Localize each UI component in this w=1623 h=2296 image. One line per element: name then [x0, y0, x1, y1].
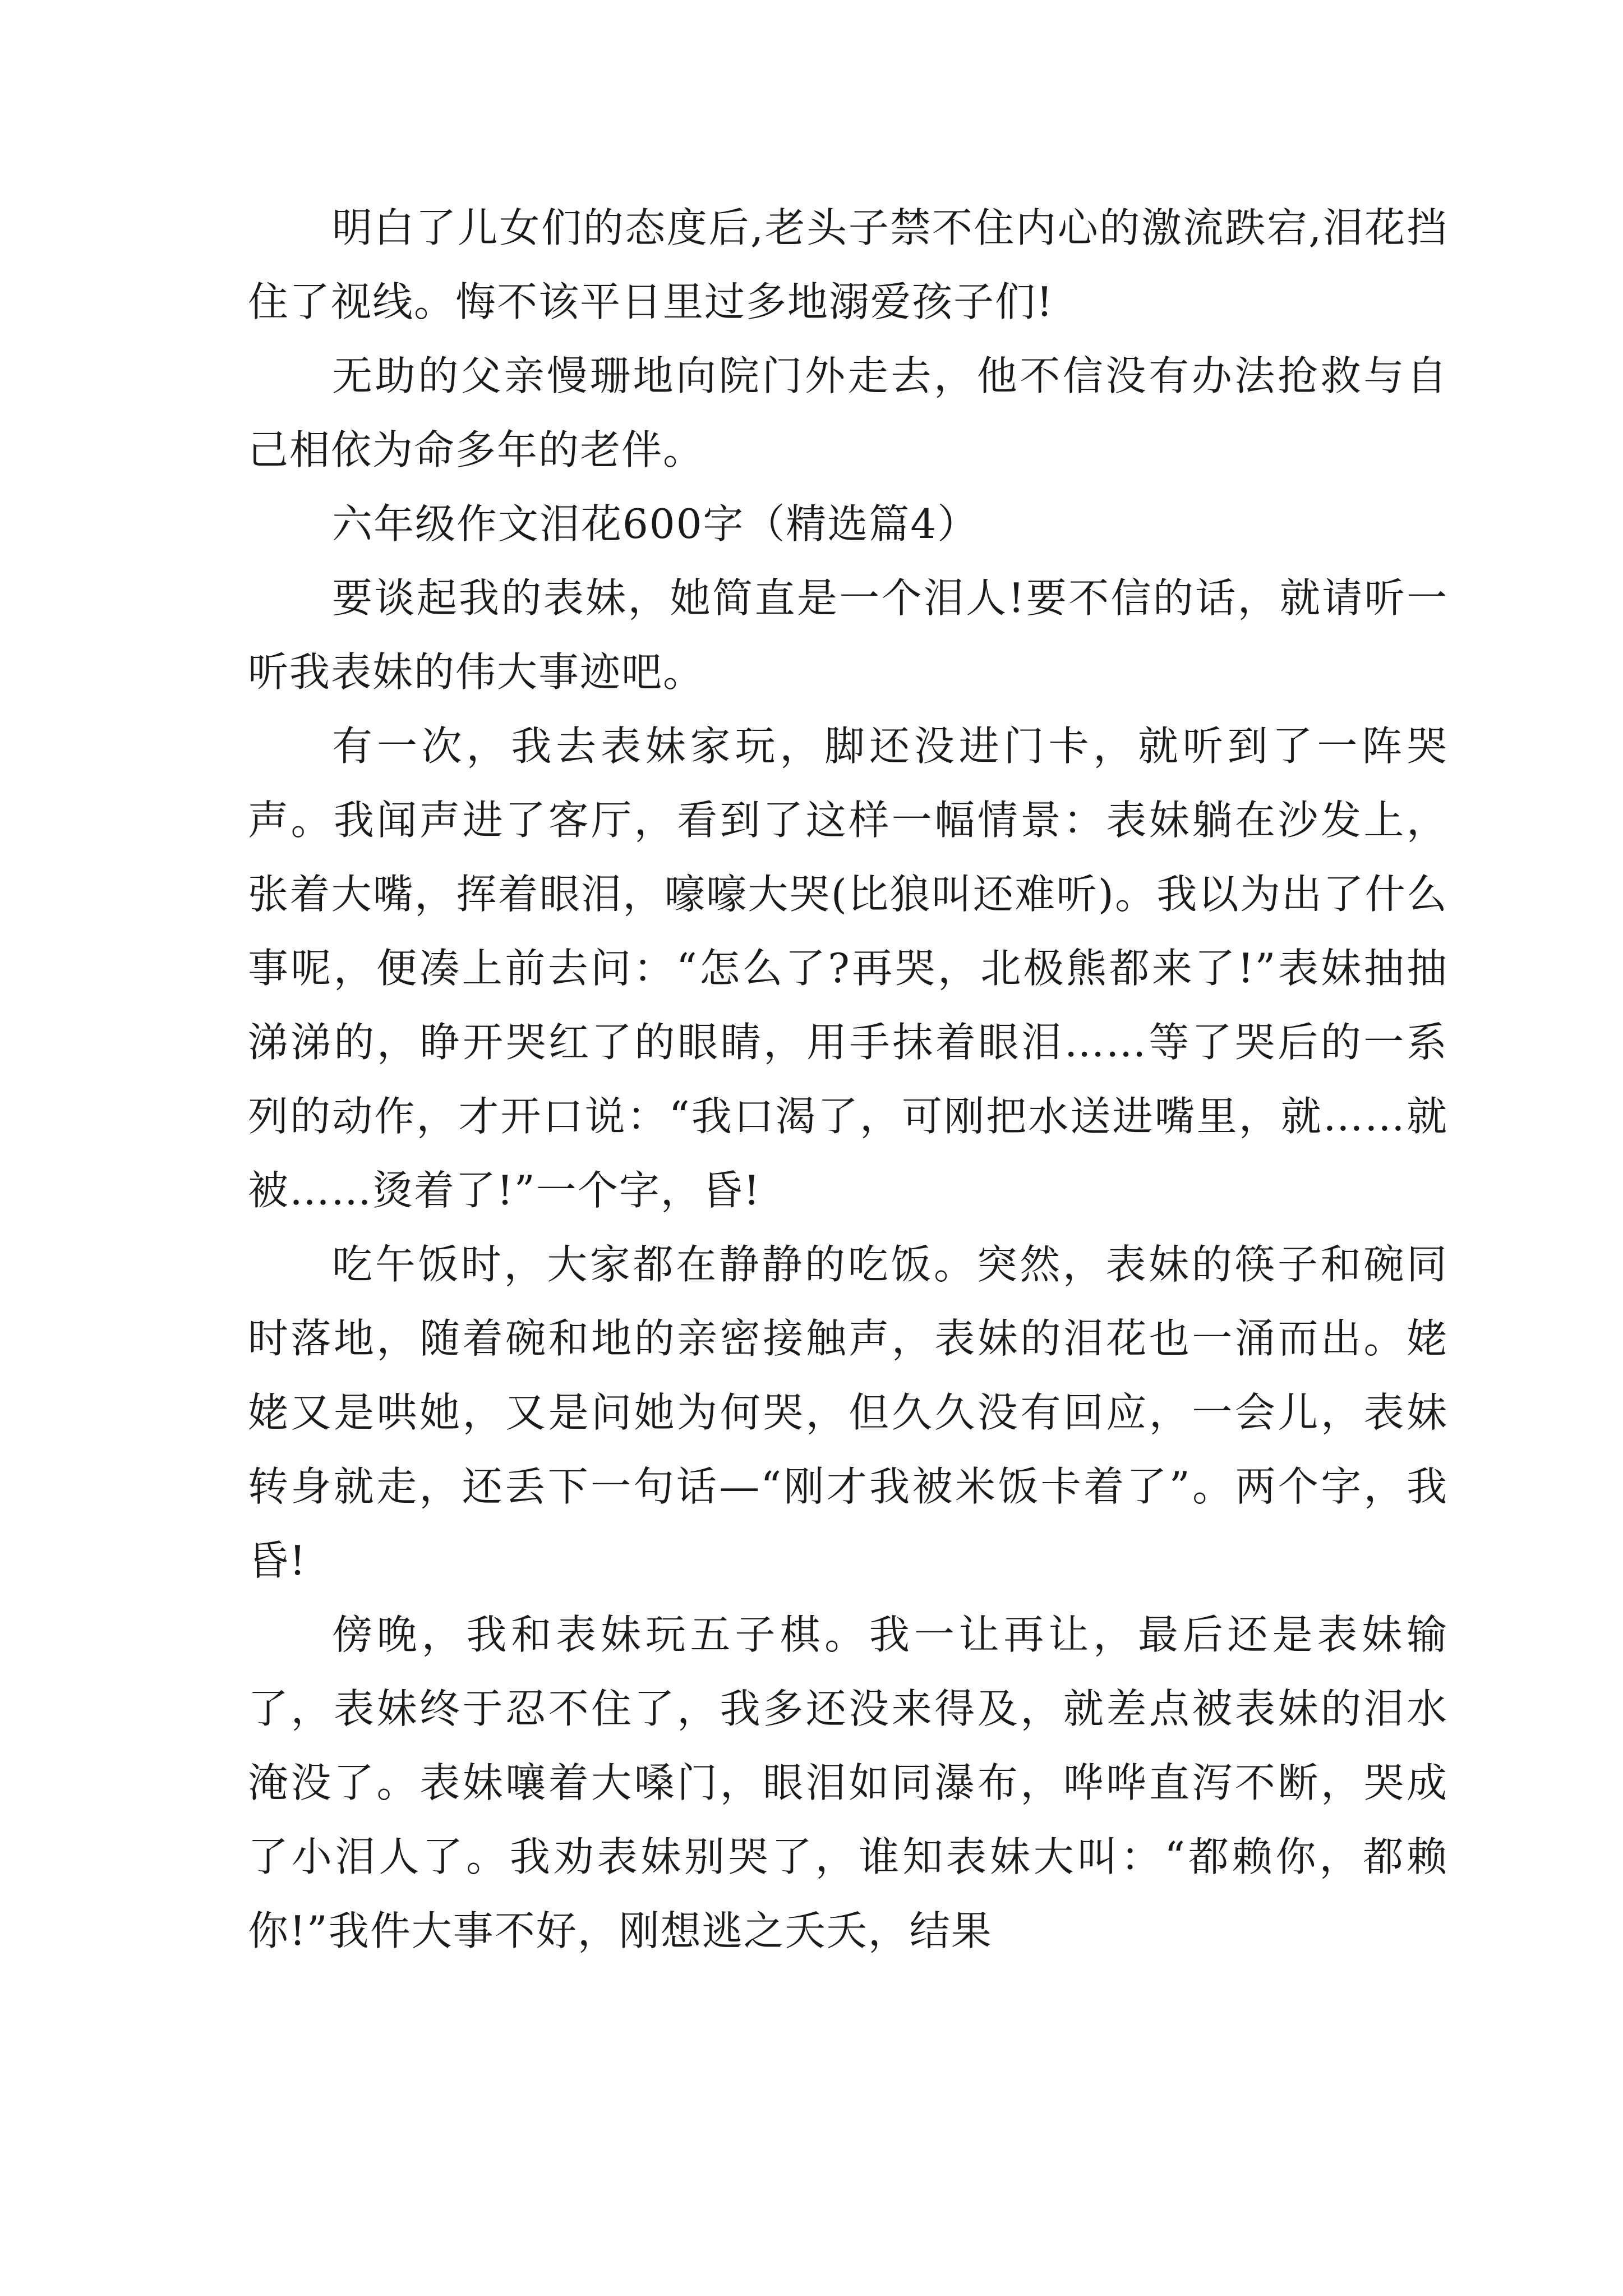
paragraph-5: 吃午饭时，大家都在静静的吃饭。突然，表妹的筷子和碗同时落地，随着碗和地的亲密接触声，表妹的泪花也一涌而出。姥姥又是哄她，又是问她为何哭，但久久没有回应，一会儿，表妹转身就走，还丢下一句话—“刚才我被米饭卡着了”。两个字，我昏! [248, 1241, 1448, 1584]
section-heading: 六年级作文泪花600字（精选篇4） [332, 500, 979, 547]
paragraph-1: 明白了儿女们的态度后,老头子禁不住内心的激流跌宕,泪花挡住了视线。悔不该平日里过多地溺爱孩子们! [248, 204, 1448, 325]
document-body [248, 191, 1448, 1968]
paragraph-3: 要谈起我的表妹，她简直是一个泪人!要不信的话，就请听一听我表妹的伟大事迹吧。 [248, 574, 1448, 696]
paragraph-4: 有一次，我去表妹家玩，脚还没进门卡，就听到了一阵哭声。我闻声进了客厅，看到了这样一幅情景：表妹躺在沙发上，张着大嘴，挥着眼泪，嚎嚎大哭(比狼叫还难听)。我以为出了什么事呢，便凑上前去问：“怎么了?再哭，北极熊都来了!”表妹抽抽涕涕的，睁开哭红了的眼睛，用手抹着眼泪……等了哭后的一系列的动作，才开口说：“我口渴了，可刚把水送进嘴里，就……就被……烫着了!”一个字，昏! [248, 723, 1448, 1214]
paragraph-6: 傍晚，我和表妹玩五子棋。我一让再让，最后还是表妹输了，表妹终于忍不住了，我多还没来得及，就差点被表妹的泪水淹没了。表妹嚷着大嗓门，眼泪如同瀑布，哗哗直泻不断，哭成了小泪人了。我劝表妹别哭了，谁知表妹大叫：“都赖你，都赖你!”我件大事不好，刚想逃之夭夭，结果 [248, 1611, 1448, 1954]
paragraph-2: 无助的父亲慢珊地向院门外走去，他不信没有办法抢救与自己相依为命多年的老伴。 [248, 352, 1448, 473]
